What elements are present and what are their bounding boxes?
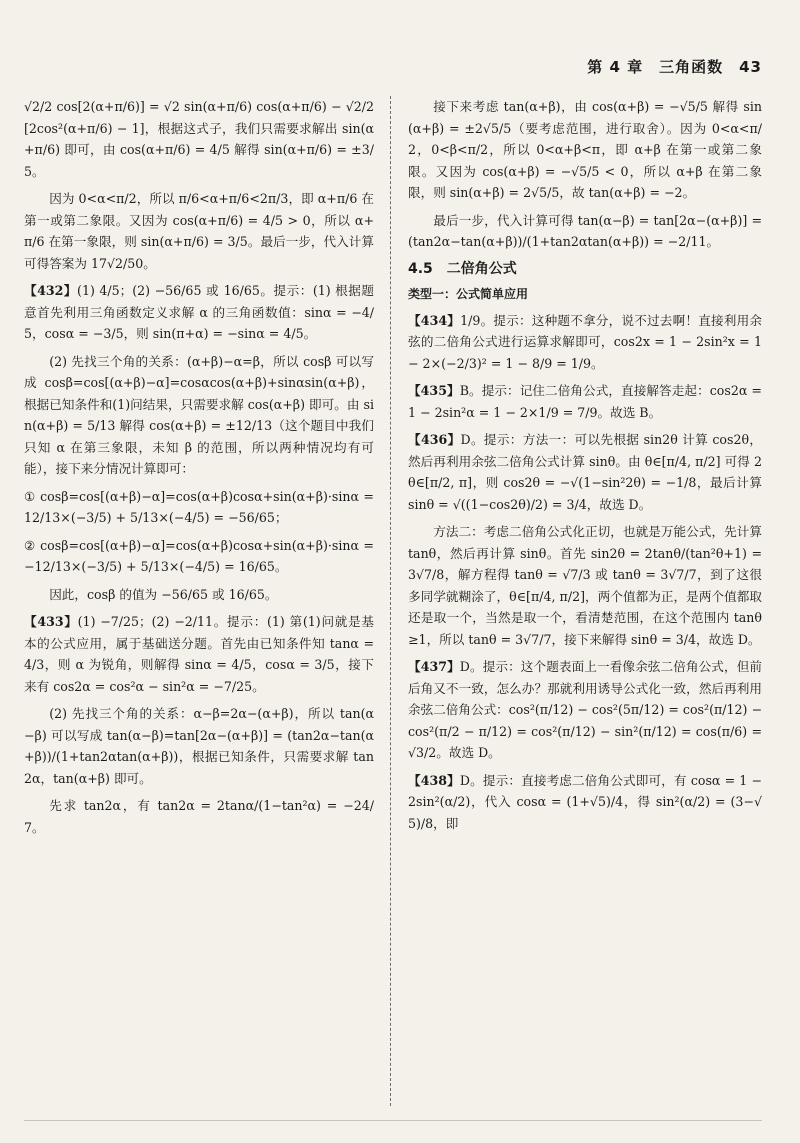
paragraph-text: (2) 先找三个角的关系：α−β=2α−(α+β)，所以 tan(α−β) 可以写成 tan(α−β)=tan[2α−(α+β)] = (tan2α−tan(α+β))/(1+tan2αtan(α+β))，根据已知条件，只需要求解 tan2α，tan(α+β) 即可。 — [24, 706, 374, 786]
paragraph-text: D。提示：直接考虑二倍角公式即可，有 cosα = 1 − 2sin²(α/2)，代入 cosα = (1+√5)/4，得 sin²(α/2) = (3−√5)/8，即 — [408, 772, 762, 831]
paragraph-text: 接下来考虑 tan(α+β)，由 cos(α+β) = −√5/5 解得 sin(α+β) = ±2√5/5（要考虑范围，进行取舍）。因为 0<α<π/2，0<β<π/2，所以 0<α+β<π，即 α+β 在第一或第二象限。又因为 cos(α+β) = −√5/5 < 0，所以 α+β 在第二象限，则 sin(α+β) = 2√5/5，故 tan(α+β) = −2。 — [408, 99, 762, 200]
problem-number: 【435】 — [408, 383, 460, 398]
paragraph-text: (1) 4/5；(2) −56/65 或 16/65。提示：(1) 根据题意首先利用三角函数定义求解 α 的三角函数值：sinα = −4/5，cosα = −3/5，则 sin(π+α) = −sinα = 4/5。 — [24, 283, 374, 341]
subsection-heading: 类型一：公式简单应用 — [408, 287, 529, 301]
problem-answer — [408, 380, 762, 423]
section-heading: 4.5 二倍角公式 — [408, 260, 517, 277]
problem-number: 【433】 — [24, 614, 78, 629]
problem-answer — [408, 429, 762, 515]
paragraph-text: √2/2 cos[2(α+π/6)] = √2 sin(α+π/6) cos(α+π/6) − √2/2[2cos²(α+π/6) − 1]，根据这式子，我们只需要求解出 sin(α+π/6) 即可，由 cos(α+π/6) = 4/5 解得 sin(α+π/6) = ±3/5。 — [24, 99, 374, 179]
problem-answer — [24, 611, 374, 697]
paragraph-text: B。提示：记住二倍角公式，直接解答走起：cos2α = 1 − 2sin²α = 1 − 2×1/9 = 7/9。故选 B。 — [408, 383, 762, 420]
paragraph-text: 先求 tan2α，有 tan2α = 2tanα/(1−tan²α) = −24/7。 — [24, 798, 374, 835]
paragraph-text: ② cosβ=cos[(α+β)−α]=cos(α+β)cosα+sin(α+β)·sinα = −12/13×(−3/5) + 5/13×(−4/5) = 16/65。 — [24, 537, 374, 574]
problem-number: 【438】 — [408, 772, 460, 788]
problem-answer — [408, 770, 762, 835]
paragraph — [24, 351, 374, 480]
column-divider — [390, 96, 391, 1106]
problem-answer — [408, 656, 762, 764]
paragraph — [24, 703, 374, 789]
paragraph-text: 1/9。提示：这种题不拿分，说不过去啊！直接利用余弦的二倍角公式进行运算求解即可，cos2x = 1 − 2sin²x = 1 − 2×(−2/3)² = 1 − 8/9 = 1/9。 — [408, 312, 762, 371]
problem-number: 【437】 — [408, 659, 460, 674]
paragraph-text: 方法二：考虑二倍角公式化正切，也就是万能公式，先计算 tanθ，然后再计算 sinθ。首先 sin2θ = 2tanθ/(tan²θ+1) = 3√7/8，解方程得 tanθ = √7/3 或 tanθ = 3√7/7，到了这很多同学就糊涂了，θ∈[π/4, π/2]，两个值都为正，是两个值都取还是取一个，当然是取一个，看清楚范围，在这个范围内 tanθ≥1，所以 tanθ = 3√7/7，接下来解得 sinθ = 3/4，故选 D。 — [408, 524, 762, 647]
right-column — [408, 96, 762, 840]
paragraph — [24, 795, 374, 838]
running-header — [0, 52, 762, 82]
paragraph — [24, 584, 374, 606]
paragraph-text: ① cosβ=cos[(α+β)−α]=cos(α+β)cosα+sin(α+β)·sinα = 12/13×(−3/5) + 5/13×(−4/5) = −56/65； — [24, 488, 374, 525]
paragraph-text: 因为 0<α<π/2，所以 π/6<α+π/6<2π/3，即 α+π/6 在第一或第二象限。又因为 cos(α+π/6) = 4/5 > 0，所以 α+π/6 在第一象限，则 sin(α+π/6) = 3/5。最后一步，代入计算可得答案为 17√2/50。 — [24, 191, 374, 271]
paragraph — [24, 535, 374, 578]
problem-answer — [24, 280, 374, 345]
problem-number: 【434】 — [408, 312, 461, 328]
paragraph-text: 最后一步，代入计算可得 tan(α−β) = tan[2α−(α+β)] = (tan2α−tan(α+β))/(1+tan2αtan(α+β)) = −2/11。 — [408, 212, 762, 249]
paragraph-text: 因此，cosβ 的值为 −56/65 或 16/65。 — [49, 586, 278, 602]
paragraph-text: (1) −7/25；(2) −2/11。提示：(1) 第(1)问就是基本的公式应用，属于基础送分题。首先由已知条件知 tanα = 4/3，则 α 为锐角，则解得 sinα = 4/5，cosα = 3/5，接下来有 cos2α = cos²α − sin²α = −7/25。 — [24, 614, 374, 694]
paragraph-text: D。提示：方法一：可以先根据 sin2θ 计算 cos2θ，然后再利用余弦二倍角公式计算 sinθ。由 θ∈[π/4, π/2] 可得 2θ∈[π/2, π]，则 cos2θ = −√(1−sin²2θ) = −1/8，最后计算 sinθ = √((1−cos2θ)/2) = 3/4，故选 D。 — [408, 432, 762, 512]
paragraph — [408, 210, 762, 253]
problem-number: 【432】 — [24, 283, 78, 298]
bottom-rule — [24, 1120, 762, 1121]
paragraph — [408, 521, 762, 650]
paragraph — [24, 96, 374, 182]
chapter-page-header: 第 4 章 三角函数 43 — [587, 58, 762, 76]
problem-answer — [408, 310, 762, 375]
paragraph-text: D。提示：这个题表面上一看像余弦二倍角公式，但前后角又不一致，怎么办？那就利用诱导公式化一致，然后再利用余弦二倍角公式：cos²(π/12) − cos²(5π/12) = cos²(π/12) − cos²(π/2 − π/12) = cos²(π/12) − sin²(π/12) = cos(π/6) = √3/2。故选 D。 — [408, 659, 762, 760]
paragraph-text: (2) 先找三个角的关系：(α+β)−α=β，所以 cosβ 可以写成 cosβ=cos[(α+β)−α]=cosαcos(α+β)+sinαsin(α+β)，根据已知条件和(1)问结果，只需要求解 cos(α+β) 即可。由 sin(α+β) = 5/13 解得 cos(α+β) = ±12/13（这个题目中我们只知 α 在第三象限，未知 β 的范围，所以两种情况均有可能），接下来分情况计算即可： — [24, 353, 374, 476]
left-column — [24, 96, 374, 844]
paragraph — [24, 188, 374, 274]
paragraph — [408, 96, 762, 204]
paragraph — [24, 486, 374, 529]
problem-number: 【436】 — [408, 432, 461, 447]
